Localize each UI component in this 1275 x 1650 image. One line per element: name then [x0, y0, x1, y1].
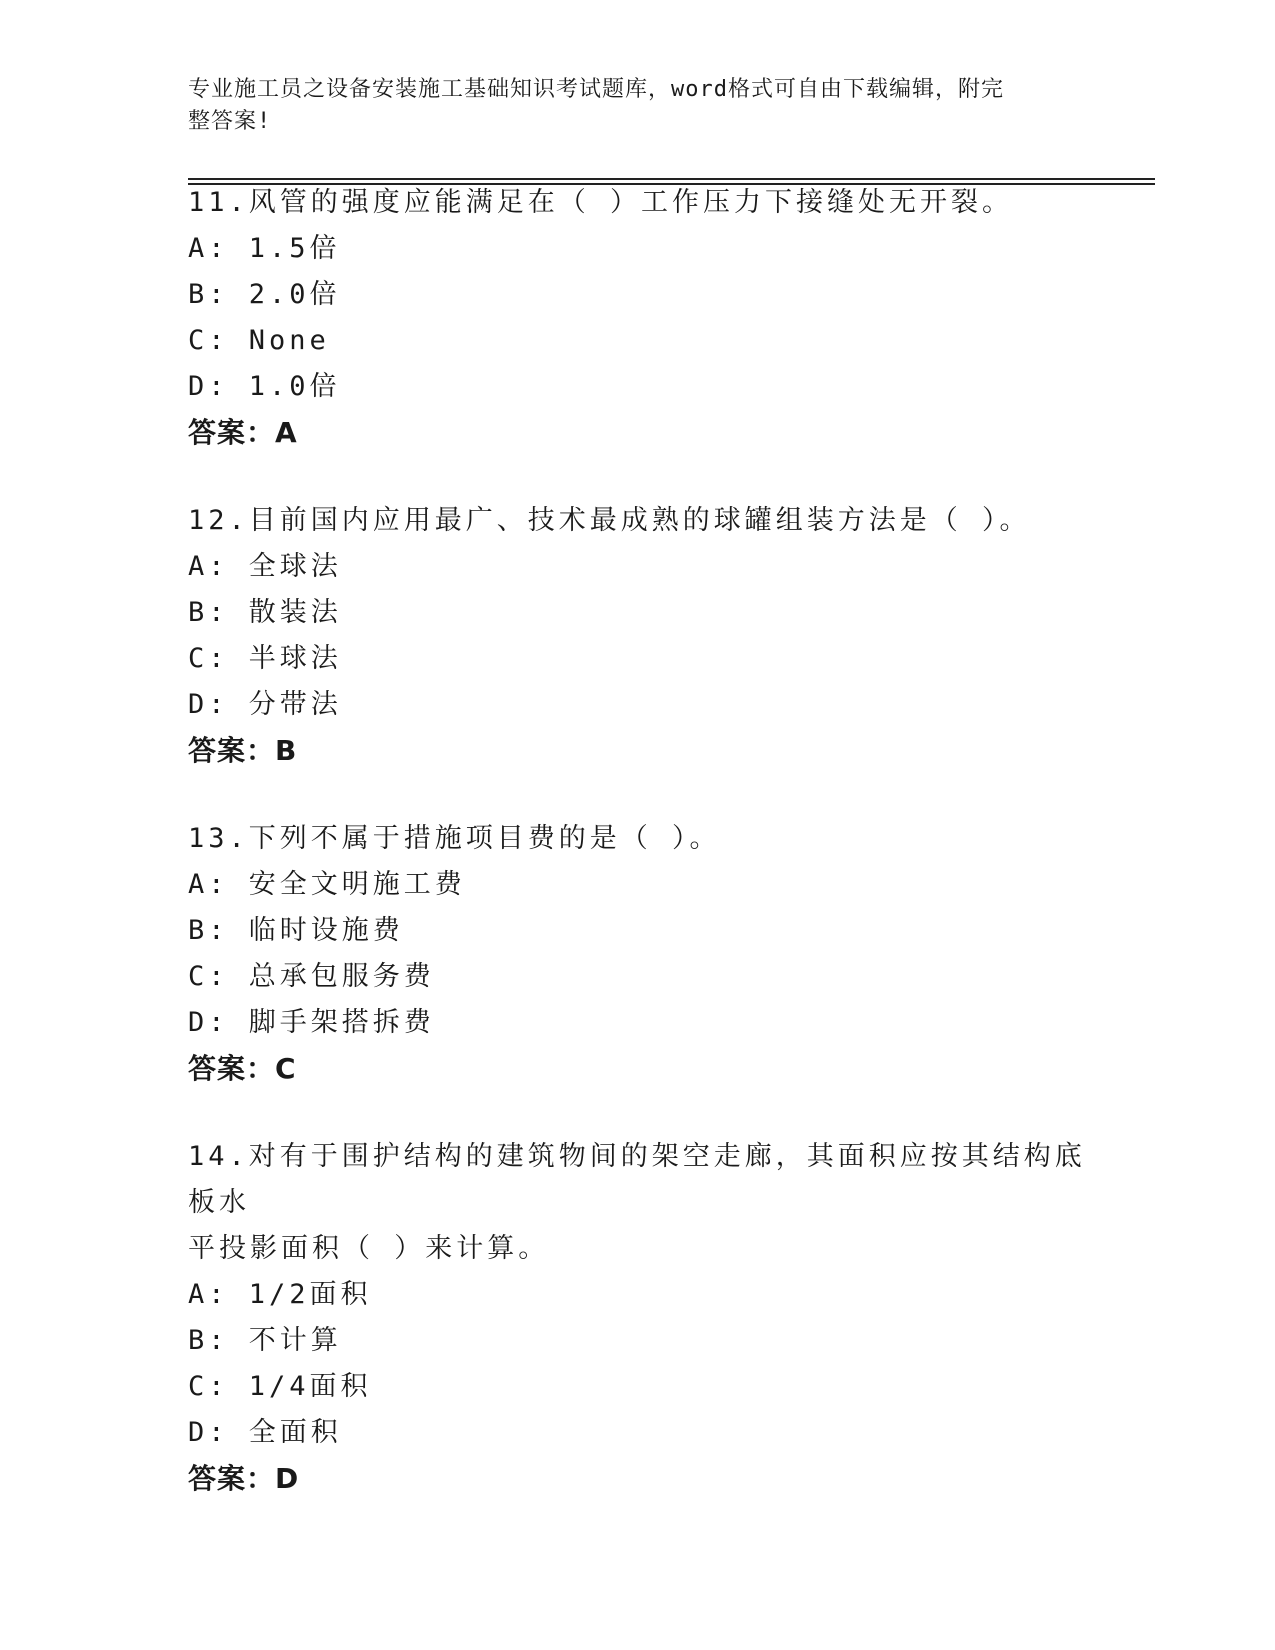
question-stem: 11.风管的强度应能满足在（ ）工作压力下接缝处无开裂。: [188, 187, 1014, 218]
answer-label: 答案：D: [188, 1462, 300, 1495]
header-line-1: 专业施工员之设备安装施工基础知识考试题库，word格式可自由下载编辑，附完: [188, 77, 1004, 102]
document-header: [188, 74, 1068, 138]
option-c: C: 半球法: [188, 643, 342, 674]
question-stem: 13.下列不属于措施项目费的是（ ）。: [188, 823, 721, 854]
question-12: [188, 498, 1088, 774]
option-b: B: 不计算: [188, 1325, 342, 1356]
option-b: B: 散装法: [188, 597, 342, 628]
question-11: [188, 180, 1088, 456]
option-d: D: 脚手架搭拆费: [188, 1007, 435, 1038]
header-line-2: 整答案!: [188, 109, 272, 134]
option-a: A: 全球法: [188, 551, 342, 582]
option-b: B: 2.0倍: [188, 279, 341, 310]
answer-label: 答案：C: [188, 1052, 297, 1085]
option-a: A: 安全文明施工费: [188, 869, 466, 900]
question-14: [188, 1134, 1088, 1502]
question-stem-line-2: 平投影面积（ ）来计算。: [188, 1233, 550, 1264]
question-13: [188, 816, 1088, 1092]
question-stem: 12.目前国内应用最广、技术最成熟的球罐组装方法是（ ）。: [188, 505, 1031, 536]
option-a: A: 1/2面积: [188, 1279, 372, 1310]
option-d: D: 1.0倍: [188, 371, 341, 402]
answer-label: 答案：A: [188, 416, 298, 449]
option-d: D: 全面积: [188, 1417, 342, 1448]
option-a: A: 1.5倍: [188, 233, 341, 264]
option-c: C: None: [188, 325, 330, 356]
option-c: C: 1/4面积: [188, 1371, 372, 1402]
option-d: D: 分带法: [188, 689, 342, 720]
option-b: B: 临时设施费: [188, 915, 404, 946]
option-c: C: 总承包服务费: [188, 961, 435, 992]
answer-label: 答案：B: [188, 734, 298, 767]
question-stem-line-1: 14.对有于围护结构的建筑物间的架空走廊，其面积应按其结构底板水: [188, 1141, 1086, 1218]
